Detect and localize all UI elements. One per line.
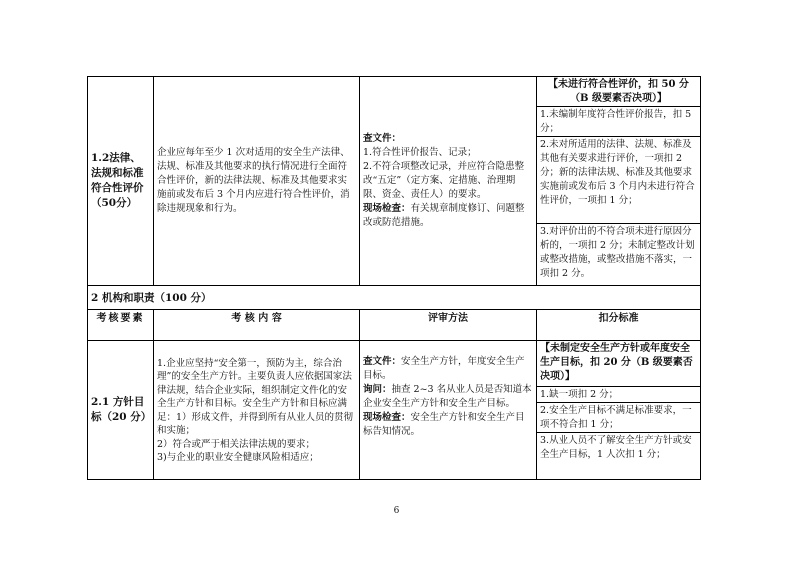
element-2-1-text: 2.1 方针目标（20 分）: [91, 396, 152, 423]
method-1-2-files-text: 1.符合性评价报告、记录； 2.不符合项整改记录，并应符合隐患整改“五定”（定方案、定措施、治理期限、资金、责任人）的要求。: [363, 147, 525, 200]
method-2-1-label-files: 查文件：: [363, 356, 402, 367]
content-2-1-text: 1.企业应坚持“安全第一，预防为主，综合治理”的安全生产方针。主要负责人应依据国家法律法规，结合企业实际，组织制定文件化的安全生产方针和目标。安全生产方针和目标应满足：1）形成文件，并得到所有从业人员的贯彻和实施； 2）符合或严于相关法律法规的要求； 3)与企业的职业安全健康风险相适应；: [157, 357, 354, 463]
standard-2-1: [536, 340, 701, 480]
deduction-2-1-3: 3.从业人员不了解安全生产方针或安全生产目标，1 人次扣 1 分；: [537, 432, 700, 479]
method-2-1-ask-text: 抽查 2~3 名从业人员是否知道本企业安全生产方针和安全生产目标。: [363, 384, 532, 409]
deduction-2-1-1: 1.缺一项扣 2 分；: [537, 386, 700, 402]
header-method: [359, 309, 537, 341]
deduction-1-2-3: 3.对评价出的不符合项未进行原因分析的，一项扣 2 分；未制定整改计划或整改措施，或整改措施不落实，一项扣 2 分。: [537, 223, 700, 285]
method-2-1-label-ask: 询问：: [363, 384, 392, 395]
element-2-1: [87, 340, 154, 480]
header-content-text: 考 核 内 容: [231, 313, 282, 324]
element-1-2-text: 1.2法律、法规和标准符合性评价（50分）: [91, 152, 144, 209]
veto-2-1: 【未制定安全生产方针或年度安全生产目标，扣 20 分（B 级要素否决项）】: [540, 343, 693, 382]
deduction-1-2-1: 1.未编制年度符合性评价报告，扣 5 分；: [537, 106, 700, 136]
section-2-title-text: 2 机构和职责（100 分）: [91, 291, 212, 304]
method-2-1: [359, 340, 537, 480]
content-2-1: [153, 340, 360, 480]
method-2-1-files-text: 安全生产方针，年度安全生产目标。: [363, 356, 525, 381]
veto-1-2: 【未进行符合性评价，扣 50 分（B 级要素否决项）】: [548, 79, 689, 104]
content-1-2: [153, 76, 360, 286]
element-1-2: [87, 76, 154, 286]
method-2-1-site-text: 安全生产方针和安全生产目标告知情况。: [363, 412, 525, 437]
header-standard-text: 扣分标准: [598, 313, 639, 324]
header-content: [153, 309, 360, 341]
method-1-2-site-text: 有关规章制度修订、问题整改或防范措施。: [363, 203, 525, 228]
deduction-1-2-2: 2.未对所适用的法律、法规、标准及其他有关要求进行评价，一项扣 2 分；新的法律法规、标准及其他要求实施前或发布后 3 个月内未进行符合性评价，一项扣 1 分；: [537, 136, 700, 223]
header-method-text: 评审方法: [428, 313, 468, 324]
header-element: [87, 309, 154, 341]
section-2-title: [87, 285, 701, 310]
page-number: 6: [393, 506, 400, 516]
method-1-2-label-site: 现场检查：: [363, 203, 411, 214]
header-standard: [536, 309, 701, 341]
standard-1-2: [536, 76, 701, 286]
method-1-2: [359, 76, 537, 286]
content-1-2-text: 企业应每年至少 1 次对适用的安全生产法律、法规、标准及其他要求的执行情况进行全面符合性评价，新的法律法规、标准及其他要求实施前或发布后 3 个月内应进行符合性评价，消除违规现象和行为。: [157, 147, 350, 214]
deduction-2-1-2: 2.安全生产目标不满足标准要求，一项不符合扣 1 分；: [537, 402, 700, 432]
header-element-text: 考核要素: [96, 313, 145, 324]
method-2-1-label-site: 现场检查：: [363, 412, 411, 423]
method-1-2-label-files: 查文件：: [363, 133, 402, 144]
